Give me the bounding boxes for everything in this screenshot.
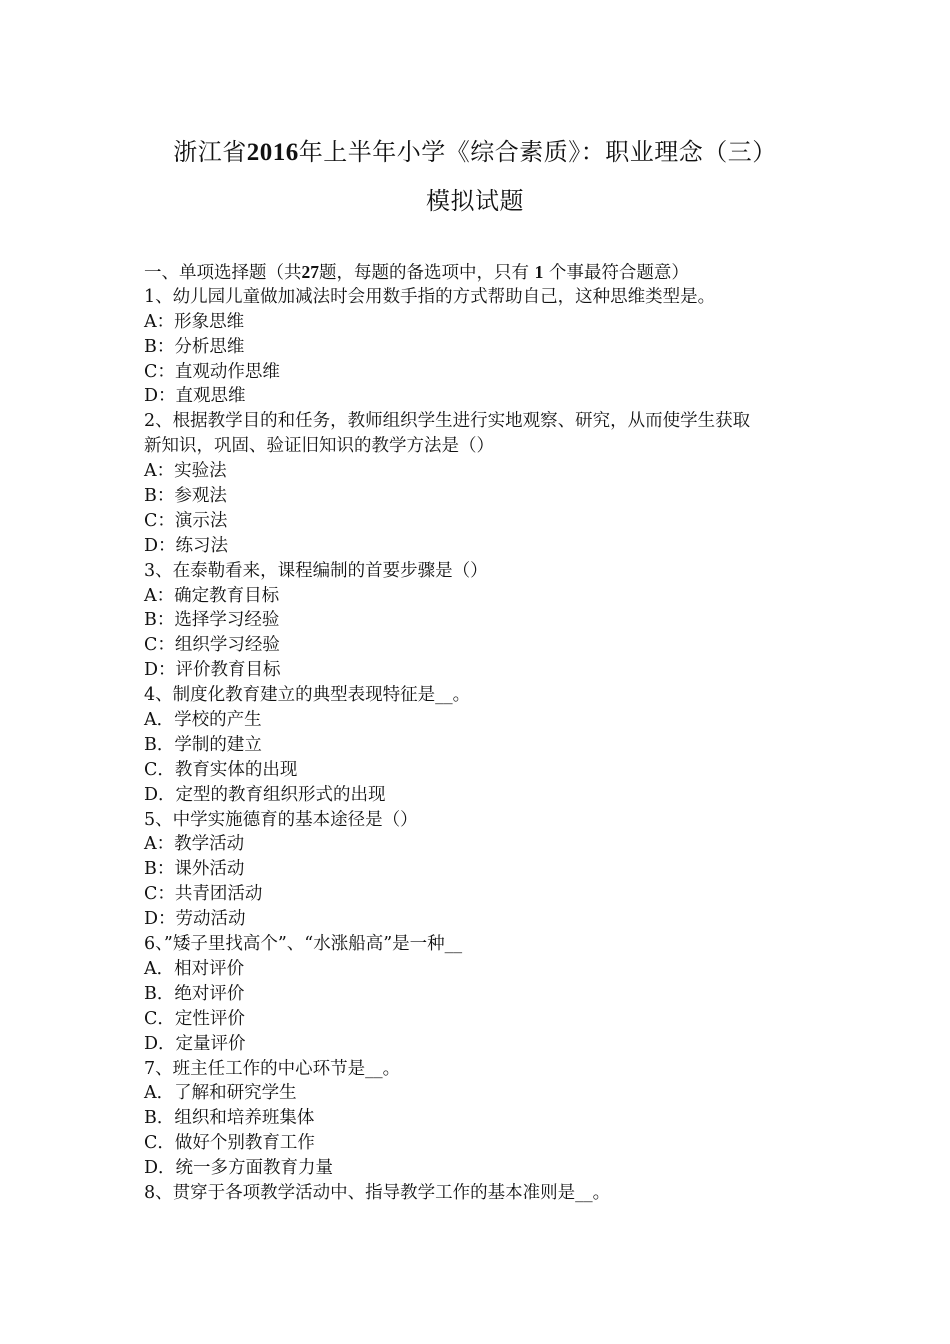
- title-year: 2016: [246, 139, 299, 166]
- question-stem: 1、幼儿园儿童做加减法时会用数手指的方式帮助自己，这种思维类型是。: [144, 286, 716, 307]
- answer-option: C．定性评价: [144, 1008, 245, 1029]
- answer-option: D：评价教育目标: [144, 660, 281, 681]
- answer-option: C．做好个别教育工作: [144, 1133, 315, 1154]
- answer-option: A：教学活动: [144, 834, 245, 855]
- question-body: [144, 260, 824, 1206]
- answer-option: C：组织学习经验: [144, 635, 280, 656]
- answer-option: B：选择学习经验: [144, 610, 280, 631]
- section-only: 1: [534, 262, 544, 282]
- answer-option: A．了解和研究学生: [144, 1083, 297, 1104]
- answer-option: A．相对评价: [144, 958, 245, 979]
- answer-option: A．学校的产生: [144, 710, 262, 731]
- section-middle: 题，每题的备选项中，只有: [319, 263, 529, 283]
- answer-option: D．定量评价: [144, 1033, 246, 1054]
- question-stem: 5、中学实施德育的基本途径是（）: [144, 809, 418, 830]
- title-part-1: 浙江省: [173, 138, 247, 166]
- answer-option: C：直观动作思维: [144, 361, 280, 382]
- answer-option: D：劳动活动: [144, 909, 246, 930]
- answer-option: B．组织和培养班集体: [144, 1108, 315, 1129]
- question-stem-continued: 新知识，巩固、验证旧知识的教学方法是（）: [144, 436, 494, 457]
- title-part-2: 年上半年小学《综合素质》：职业理念（三）: [298, 138, 777, 166]
- section-suffix: 个事最符合题意）: [548, 263, 689, 283]
- answer-option: C：共青团活动: [144, 884, 263, 905]
- question-stem: 8、贯穿于各项教学活动中、指导教学工作的基本准则是__。: [144, 1182, 611, 1203]
- section-count: 27: [301, 262, 319, 282]
- answer-option: D：直观思维: [144, 386, 246, 407]
- answer-option: D．定型的教育组织形式的出现: [144, 784, 386, 805]
- answer-option: A：确定教育目标: [144, 585, 280, 606]
- section-prefix: 一、单项选择题（共: [144, 263, 302, 283]
- answer-option: A：形象思维: [144, 311, 245, 332]
- question-stem: 3、在泰勒看来，课程编制的首要步骤是（）: [144, 560, 488, 581]
- answer-option: B：课外活动: [144, 859, 245, 880]
- answer-option: B：参观法: [144, 486, 227, 507]
- answer-option: C：演示法: [144, 510, 228, 531]
- answer-option: B：分析思维: [144, 336, 245, 357]
- question-stem: 2、根据教学目的和任务，教师组织学生进行实地观察、研究，从而使学生获取: [144, 411, 751, 432]
- question-stem: 4、制度化教育建立的典型表现特征是__。: [144, 685, 471, 706]
- section-heading: [144, 260, 824, 285]
- document-title-line-1: [60, 137, 890, 168]
- question-stem: 6、”矮子里找高个”、“水涨船高”是一种__: [144, 934, 463, 955]
- answer-option: D：练习法: [144, 535, 229, 556]
- answer-option: A：实验法: [144, 461, 227, 482]
- answer-option: B．学制的建立: [144, 734, 262, 755]
- answer-option: C．教育实体的出现: [144, 759, 298, 780]
- document-title-line-2: 模拟试题: [426, 187, 524, 215]
- answer-option: D．统一多方面教育力量: [144, 1158, 334, 1179]
- question-stem: 7、班主任工作的中心环节是__。: [144, 1058, 401, 1079]
- answer-option: B．绝对评价: [144, 983, 245, 1004]
